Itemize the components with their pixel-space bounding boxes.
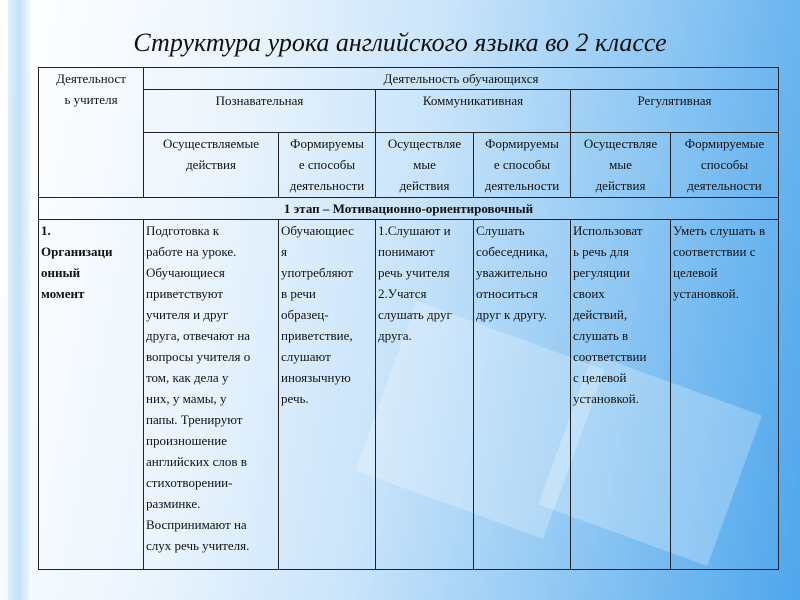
header-cognitive: Познавательная [144,90,376,133]
table-cell: 1.Слушают и понимают речь учителя 2.Учатся слушать друг друга. [376,220,474,570]
header-regulatory: Регулятивная [571,90,779,133]
table-cell: Обучающиес я употребляют в речи образец- приветствие, слушают иноязычную речь. [279,220,376,570]
table-cell: Подготовка к работе на уроке. Обучающиеся приветствуют учителя и друг друга, отвечают на вопросы учителя о том, как дела у них, у мамы, у папы. Тренируют произношение английских слов в стихотворении- разминке. Воспринимают на слух речь учителя. [144,220,279,570]
decorative-stripe [8,0,30,600]
subheader: Осуществляемые действия [144,133,279,198]
row-teacher-activity: 1. Организаци онный момент [39,220,144,570]
subheader: Формируемы е способы деятельности [279,133,376,198]
table-cell: Уметь слушать в соответствии с целевой установкой. [671,220,779,570]
header-student-activity: Деятельность обучающихся [144,68,779,90]
subheader: Осуществляе мые действия [571,133,671,198]
subheader: Формируемы е способы деятельности [474,133,571,198]
subheader: Осуществляе мые действия [376,133,474,198]
header-communicative: Коммуникативная [376,90,571,133]
table-cell: Использоват ь речь для регуляции своих действий, слушать в соответствии с целевой установкой. [571,220,671,570]
stage-row: 1 этап – Мотивационно-ориентировочный [39,198,779,220]
table-cell: Слушать собеседника, уважительно относиться друг к другу. [474,220,571,570]
slide-title: Структура урока английского языка во 2 классе [133,28,667,57]
header-teacher-activity: Деятельност ь учителя [39,68,144,198]
lesson-structure-table [38,67,779,570]
subheader: Формируемые способы деятельности [671,133,779,198]
